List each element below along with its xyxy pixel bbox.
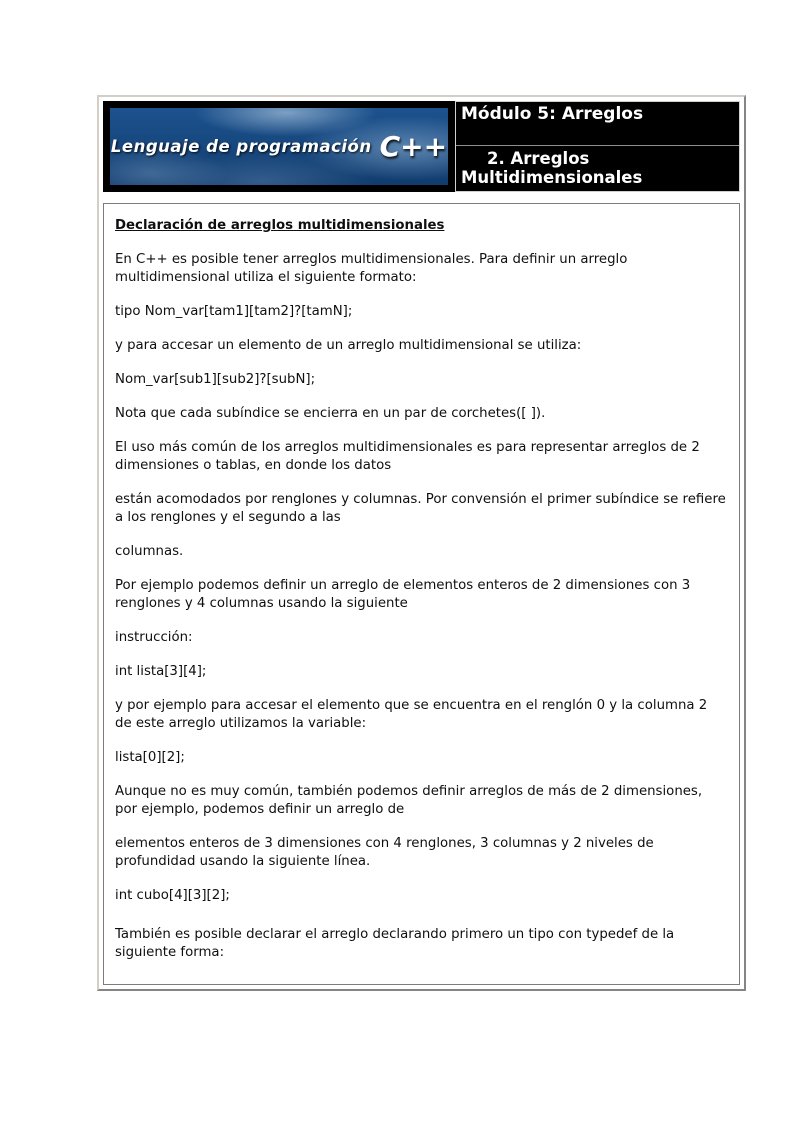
cpp-logo: C++ [379,129,448,163]
paragraph: están acomodados por renglones y columnas. Por convensión el primer subíndice se refiere a los renglones y el segundo a las [115,492,726,525]
course-banner [103,101,455,192]
code-line: tipo Nom_var[tam1][tam2]?[tamN]; [115,304,353,319]
module-title: Módulo 5: Arreglos [456,102,739,146]
paragraph: instrucción: [115,630,193,645]
paragraph: Por ejemplo podemos definir un arreglo de elementos enteros de 2 dimensiones con 3 renglones y 4 columnas usando la siguiente [115,578,691,611]
page-header [103,101,740,192]
content-area [103,203,740,985]
paragraph: El uso más común de los arreglos multidimensionales es para representar arreglos de 2 dimensiones o tablas, en donde los datos [115,440,700,473]
banner-image [110,108,448,185]
module-title-box [455,101,740,192]
lesson-title [456,146,739,191]
code-line: lista[0][2]; [115,750,185,765]
section-heading: Declaración de arreglos multidimensionales [115,218,445,233]
paragraph: y para accesar un elemento de un arreglo multidimensional se utiliza: [115,338,582,353]
document-page-frame [97,95,746,991]
lesson-title-line1: 2. Arreglos [487,149,590,168]
lesson-title-line2: Multidimensionales [461,168,643,187]
paragraph: elementos enteros de 3 dimensiones con 4 renglones, 3 columnas y 2 niveles de profundidad usando la siguiente línea. [115,836,654,869]
paragraph: y por ejemplo para accesar el elemento que se encuentra en el renglón 0 y la columna 2 de este arreglo utilizamos la variable: [115,698,708,731]
code-line: int cubo[4][3][2]; [115,888,230,903]
paragraph: columnas. [115,544,184,559]
paragraph: Aunque no es muy común, también podemos definir arreglos de más de 2 dimensiones, por ejemplo, podemos definir un arreglo de [115,784,703,817]
paragraph: Nota que cada subíndice se encierra en un par de corchetes([ ]). [115,406,546,421]
code-line: Nom_var[sub1][sub2]?[subN]; [115,372,316,387]
paragraph: También es posible declarar el arreglo declarando primero un tipo con typedef de la siguiente forma: [115,927,675,960]
paragraph: En C++ es posible tener arreglos multidimensionales. Para definir un arreglo multidimensional utiliza el siguiente formato: [115,252,628,285]
header-content-divider [103,192,740,203]
banner-caption: Lenguaje de programación [110,137,372,156]
code-line: int lista[3][4]; [115,664,207,679]
